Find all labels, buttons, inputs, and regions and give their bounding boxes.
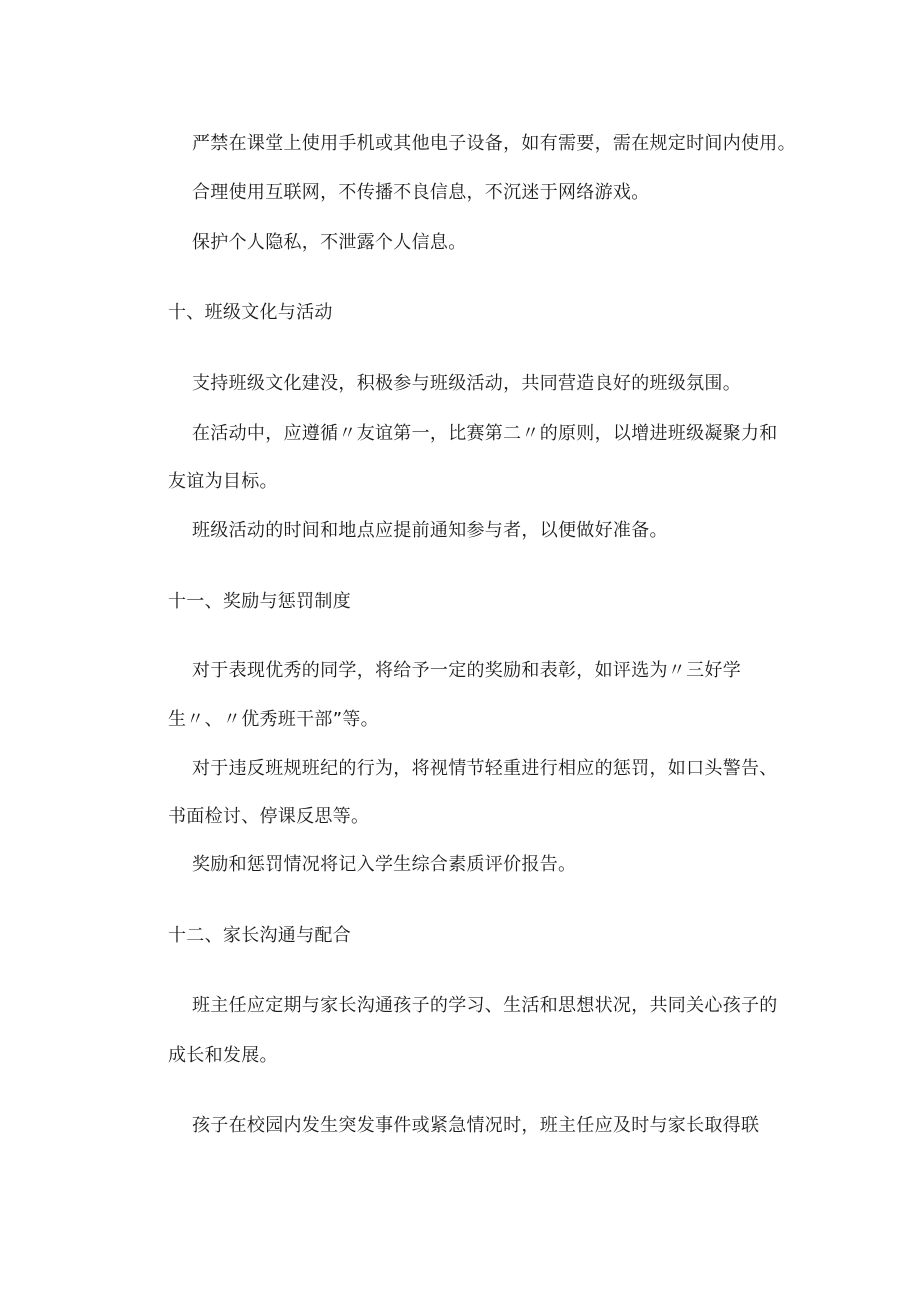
paragraph-line: 合理使用互联网，不传播不良信息，不沉迷于网络游戏。 [192,182,650,203]
section-heading: 十一、奖励与惩罚制度 [168,591,351,612]
paragraph-line: 生〃、〃优秀班干部”等。 [168,709,379,730]
paragraph-line: 支持班级文化建没，积极参与班级活动，共同营造良好的班级氛围。 [192,373,741,394]
paragraph-line: 在活动中，应遵循〃友谊第一，比赛第二〃的原则，以增进班级凝聚力和 [192,423,778,444]
paragraph-line: 成长和发展。 [168,1045,278,1066]
paragraph-line: 友谊为目标。 [168,471,278,492]
paragraph-line: 严禁在课堂上使用手机或其他电子设备，如有需要，需在规定时间内使用。 [192,133,796,154]
section-heading: 十二、家长沟通与配合 [168,925,351,946]
paragraph-line: 对于表现优秀的同学，将给予一定的奖励和表彰，如评选为〃三好学 [192,660,741,681]
paragraph-line: 保护个人隐私，不泄露个人信息。 [192,232,467,253]
section-heading: 十、班级文化与活动 [168,302,333,323]
paragraph-line: 孩子在校园内发生突发事件或紧急情况时，班主任应及时与家长取得联 [192,1115,760,1136]
paragraph-line: 班主任应定期与家长沟通孩子的学习、生活和思想状况，共同关心孩子的 [192,995,778,1016]
paragraph-line: 班级活动的时间和地点应提前通知参与者，以便做好准备。 [192,520,668,541]
paragraph-line: 对于违反班规班纪的行为，将视情节轻重进行相应的惩罚，如口头警告、 [192,758,778,779]
paragraph-line: 奖励和惩罚情况将记入学生综合素质评价报告。 [192,854,577,875]
paragraph-line: 书面检讨、停课反思等。 [168,806,370,827]
